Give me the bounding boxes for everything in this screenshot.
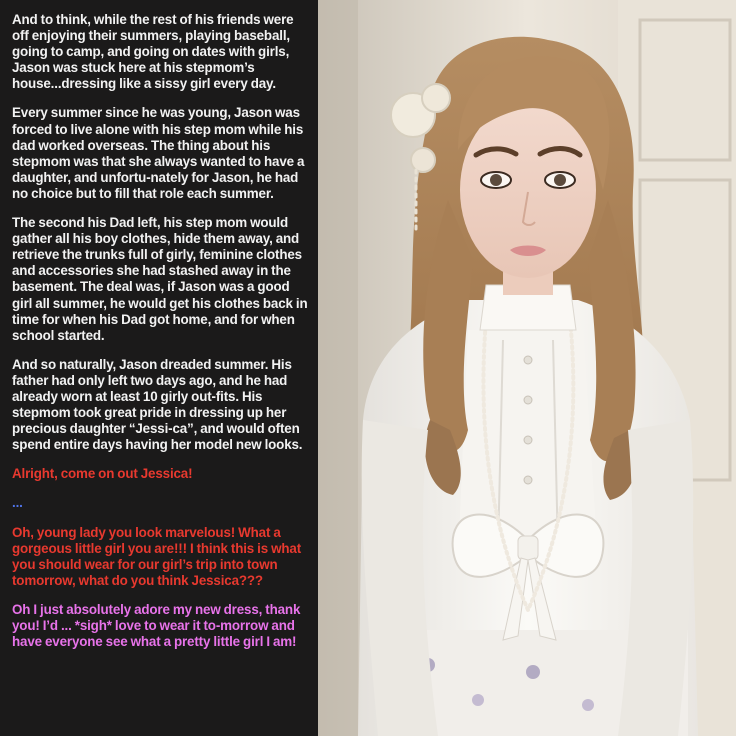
portrait-illustration <box>318 0 736 736</box>
story-paragraph-3: The second his Dad left, his step mom would gather all his boy clothes, hide them away, and retrieve the trunks full of girly, feminine clothes and accessories she had stashed away in the basement. The deal was, if Jason was a good girl all summer, he would get his clothes back in time for when his Dad got home, and for when school started. <box>12 215 308 343</box>
story-intro: And to think, while the rest of his friends were off enjoying their summers, playing baseball, going to camp, and going on dates with girls, Jason was stuck here at his stepmom’s house...dressing like a sissy girl every day. <box>12 12 294 92</box>
story-text-panel <box>0 0 318 736</box>
button <box>524 396 532 404</box>
skirt-print-flower <box>526 665 540 679</box>
button <box>524 356 532 364</box>
wall-shadow <box>318 0 358 736</box>
dialogue-come-out: Alright, come on out Jessica! <box>12 466 193 482</box>
dialogue-adore: Oh I just absolutely adore my new dress, thank you! I’d ... *sigh* love to wear it to-morrow and have everyone see what a pretty little girl I am! <box>12 601 301 650</box>
skirt-print-flower <box>472 694 484 706</box>
story-paragraph-2: Every summer since he was young, Jason was forced to live alone with his step mom while his dad worked overseas. The thing about his stepmom was that she always wanted to have a daughter, and unfortu-nately for Jason, he had no choice but to fill that role each summer. <box>12 105 305 201</box>
iris-left <box>490 174 502 186</box>
bow-knot <box>518 536 538 560</box>
dialogue-marvelous: Oh, young lady you look marvelous! What a gorgeous little girl you are!!! I think this is what you should wear for our girl’s trip into town tomorrow, what do you think Jessica??? <box>12 524 302 588</box>
portrait-photo <box>318 0 736 736</box>
skirt-print-flower <box>582 699 594 711</box>
dialogue-ellipsis: ... <box>12 495 23 511</box>
button <box>524 476 532 484</box>
hair-flower-petal <box>422 84 450 112</box>
hair-flower-bud <box>411 148 435 172</box>
button <box>524 436 532 444</box>
story-paragraph-4: And so naturally, Jason dreaded summer. His father had only left two days ago, and he had already worn at least 10 girly out-fits. His stepmom took great pride in dressing up her precious daughter “Jessi-ca”, and would often spend entire days having her model new looks. <box>12 356 303 453</box>
iris-right <box>554 174 566 186</box>
